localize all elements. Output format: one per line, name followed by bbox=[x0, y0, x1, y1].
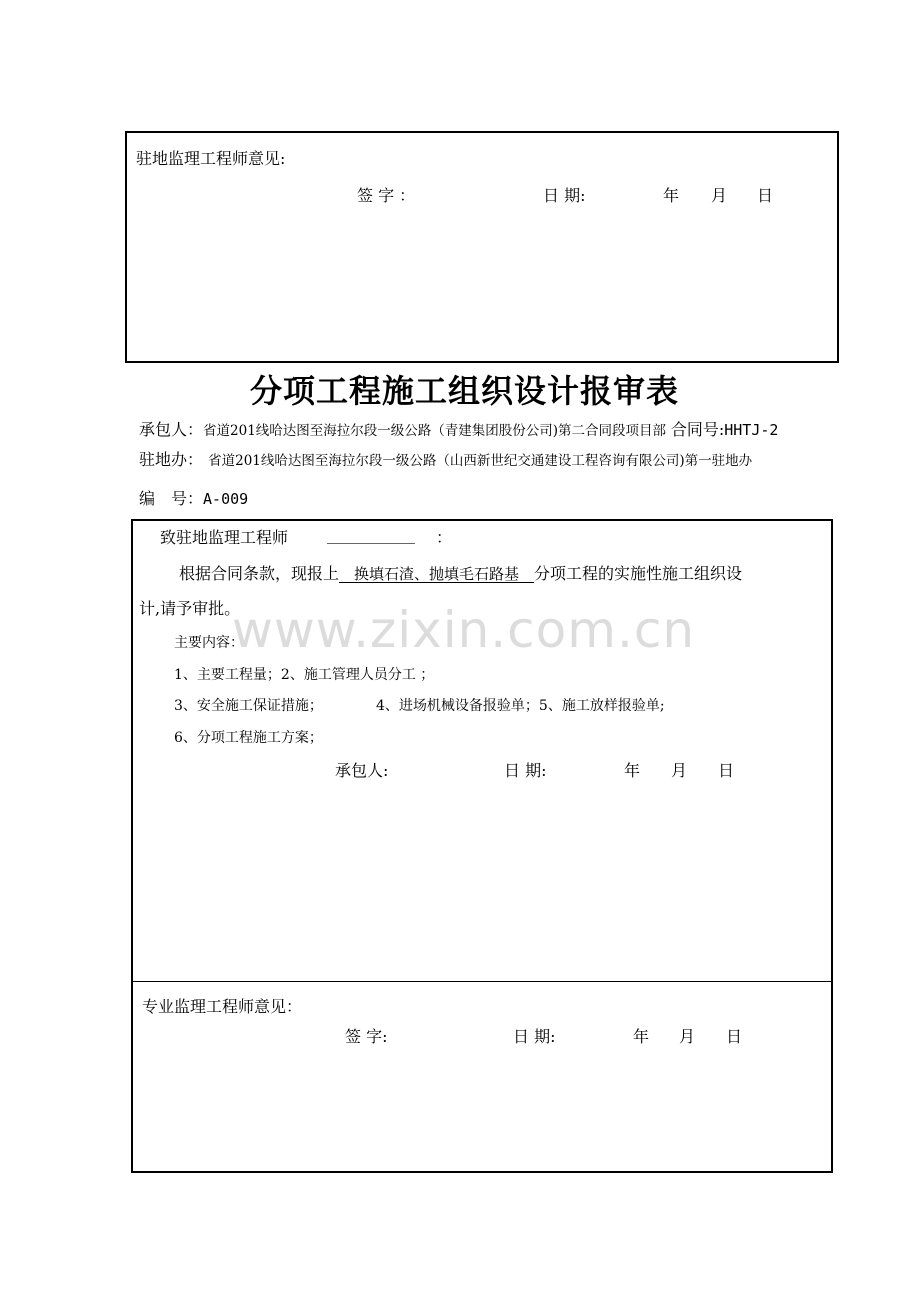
contractor-line bbox=[139, 417, 778, 440]
date-month: 月 bbox=[711, 186, 728, 205]
sign-label: 签 字 ： bbox=[357, 186, 416, 205]
contractor-sign-label: 承包人: bbox=[335, 761, 389, 780]
form-number-label: 编 号： bbox=[139, 489, 204, 508]
paragraph-prefix: 根据合同条款，现报上 bbox=[179, 564, 340, 583]
contractor-date-year: 年 bbox=[624, 761, 641, 780]
contract-no-label: 合同号: bbox=[670, 420, 725, 439]
contractor-label: 承包人： bbox=[139, 420, 204, 439]
contractor-date-day: 日 bbox=[718, 761, 735, 780]
specialist-engineer-opinion-label: 专业监理工程师意见： bbox=[142, 997, 303, 1016]
submission-paragraph bbox=[179, 561, 742, 584]
date-year: 年 bbox=[663, 186, 680, 205]
contents-item-line3: 6、分项工程施工方案； bbox=[174, 730, 323, 746]
paragraph-line2: 计,请予审批。 bbox=[139, 599, 241, 618]
specialist-date-month: 月 bbox=[679, 1027, 696, 1046]
to-engineer-label: 致驻地监理工程师 bbox=[160, 528, 289, 547]
resident-office-line bbox=[139, 447, 752, 470]
specialist-date-year: 年 bbox=[633, 1027, 650, 1046]
resident-engineer-opinion-label: 驻地监理工程师意见: bbox=[136, 149, 286, 168]
resident-office-label: 驻地办： bbox=[139, 450, 204, 469]
contractor-date-label: 日 期: bbox=[504, 761, 547, 780]
specialist-sign-label: 签 字: bbox=[345, 1027, 388, 1046]
form-number-line bbox=[139, 486, 248, 509]
contractor-value: 省道201线哈达图至海拉尔段一级公路（青建集团股份公司)第二合同段项目部 bbox=[203, 423, 667, 439]
to-engineer-blank: ___________ bbox=[327, 525, 415, 544]
project-name: 换填石渣、抛填毛石路基 bbox=[339, 565, 535, 583]
main-contents-label: 主要内容： bbox=[174, 635, 244, 651]
date-label: 日 期: bbox=[543, 186, 586, 205]
specialist-date-day: 日 bbox=[726, 1027, 743, 1046]
page-title: 分项工程施工组织设计报审表 bbox=[250, 372, 680, 410]
watermark: www.zixin.com.cn bbox=[232, 601, 696, 659]
to-engineer-colon: ： bbox=[436, 528, 453, 547]
specialist-date-label: 日 期: bbox=[513, 1027, 556, 1046]
paragraph-suffix: 分项工程的实施性施工组织设 bbox=[534, 564, 743, 583]
contents-item-line1: 1、主要工程量；2、施工管理人员分工 ； bbox=[174, 667, 435, 683]
date-day: 日 bbox=[757, 186, 774, 205]
form-number-value: A-009 bbox=[203, 490, 249, 508]
contents-item-line2-b: 4、进场机械设备报验单；5、施工放样报验单; bbox=[376, 698, 665, 714]
contents-item-line2-a: 3、安全施工保证措施； bbox=[174, 698, 323, 714]
contract-no-value: HHTJ-2 bbox=[724, 421, 779, 439]
contractor-date-month: 月 bbox=[671, 761, 688, 780]
section-divider bbox=[133, 981, 831, 982]
resident-office-value: 省道201线哈达图至海拉尔段一级公路（山西新世纪交通建设工程咨询有限公司)第一驻地办 bbox=[208, 453, 753, 469]
